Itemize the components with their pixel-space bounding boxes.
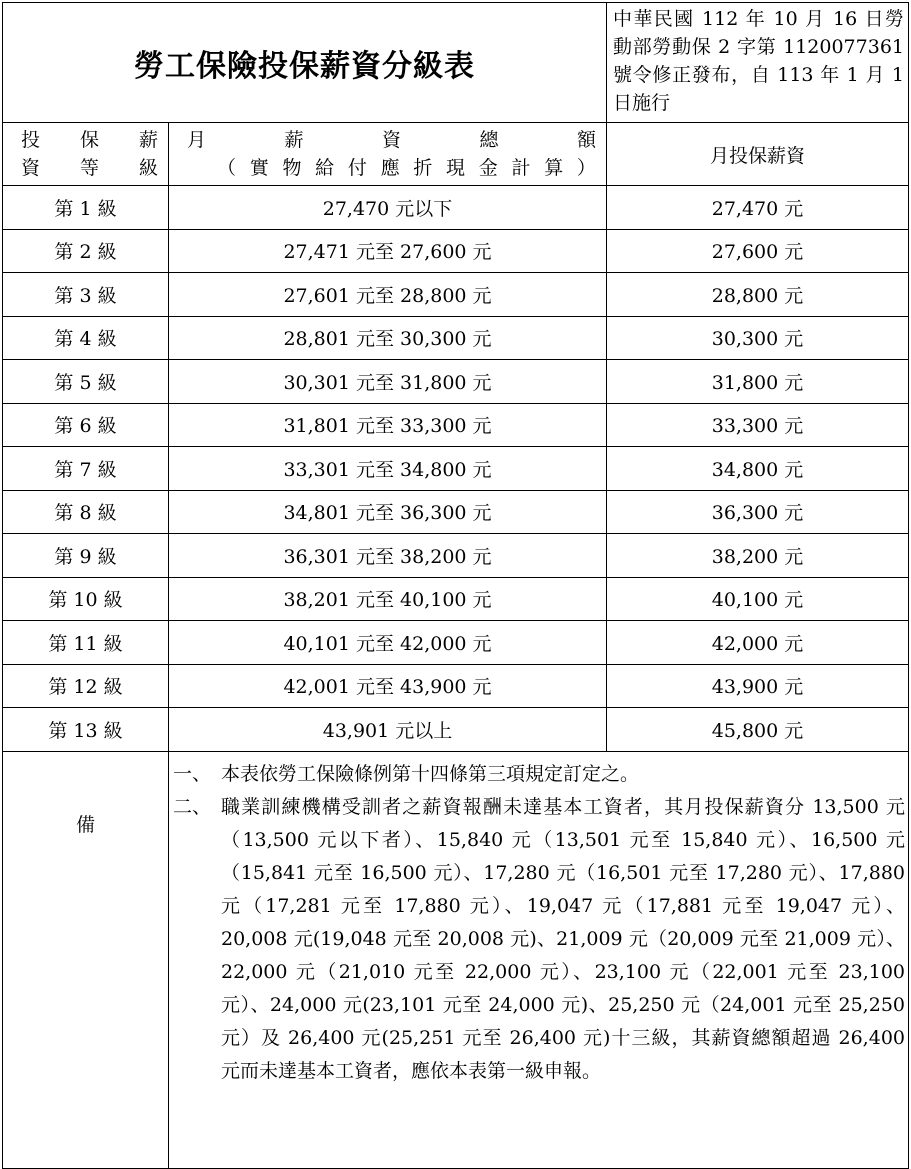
wage-range-cell: 27,470 元以下: [169, 186, 607, 230]
wage-range-cell: 36,301 元至 38,200 元: [169, 534, 607, 578]
insured-wage-cell: 45,800 元: [607, 708, 909, 752]
insured-wage-cell: 38,200 元: [607, 534, 909, 578]
header-char: 應: [380, 157, 400, 179]
header-char: 算: [544, 157, 564, 179]
insured-wage-cell: 30,300 元: [607, 316, 909, 360]
header-char: 等: [79, 157, 99, 179]
table-row: [3, 229, 909, 273]
wage-range-cell: 28,801 元至 30,300 元: [169, 316, 607, 360]
wage-range-cell: 27,471 元至 27,600 元: [169, 229, 607, 273]
grade-cell: 第 12 級: [3, 664, 169, 708]
table-row: [3, 490, 909, 534]
insured-wage-cell: 28,800 元: [607, 273, 909, 317]
insured-wage-cell: 42,000 元: [607, 621, 909, 665]
header-char: 實: [249, 157, 269, 179]
grade-cell: 第 11 級: [3, 621, 169, 665]
header-char: 折: [413, 157, 433, 179]
wage-range-cell: 31,801 元至 33,300 元: [169, 403, 607, 447]
grade-cell: 第 9 級: [3, 534, 169, 578]
table-row: [3, 273, 909, 317]
header-char: 金: [478, 157, 498, 179]
grade-cell: 第 2 級: [3, 229, 169, 273]
header-grade: [3, 123, 169, 186]
table-row: [3, 186, 909, 230]
grade-cell: 第 6 級: [3, 403, 169, 447]
table-row: [3, 447, 909, 491]
note-item-1: [173, 758, 905, 791]
header-char: 資: [21, 157, 41, 179]
header-char: 給: [315, 157, 335, 179]
wage-range-cell: 27,601 元至 28,800 元: [169, 273, 607, 317]
decree-note: 中華民國 112 年 10 月 16 日勞動部勞動保 2 字第 1120077361 號令修正發布，自 113 年 1 月 1 日施行: [607, 3, 909, 123]
note-number: 一、: [173, 762, 212, 785]
header-grade-line1: [21, 126, 158, 154]
grade-cell: 第 3 級: [3, 273, 169, 317]
wage-grade-table: [2, 2, 909, 1169]
notes-content: [169, 751, 909, 1168]
insured-wage-cell: 27,470 元: [607, 186, 909, 230]
grade-cell: 第 4 級: [3, 316, 169, 360]
insured-wage-cell: 43,900 元: [607, 664, 909, 708]
header-char: 投: [21, 129, 41, 151]
header-char: 現: [446, 157, 466, 179]
header-char: 資: [381, 129, 401, 151]
header-char: 額: [576, 129, 596, 151]
wage-range-cell: 34,801 元至 36,300 元: [169, 490, 607, 534]
header-total-line1: [187, 126, 596, 154]
insured-wage-cell: 40,100 元: [607, 577, 909, 621]
note-item-2: [173, 791, 905, 1088]
table-row: [3, 708, 909, 752]
header-char: 計: [511, 157, 531, 179]
table-row: [3, 316, 909, 360]
header-total-line2: [187, 154, 596, 182]
grade-cell: 第 1 級: [3, 186, 169, 230]
note-text: 職業訓練機構受訓者之薪資報酬未達基本工資者，其月投保薪資分 13,500 元（13,500 元以下者）、15,840 元（13,501 元至 15,840 元）、16,500 元（15,841 元至 16,500 元）、17,280 元（16,501 元至 17,280 元）、17,880 元（17,281 元至 17,880 元）、19,047 元（17,881 元至 19,047 元）、20,008 元(19,048 元至 20,008 元)、21,009 元（20,009 元至 21,009 元）、22,000 元（21,010 元至 22,000 元）、23,100 元（22,001 元至 23,100 元）、24,000 元(23,101 元至 24,000 元)、25,250 元（24,001 元至 25,250 元）及 26,400 元(25,251 元至 26,400 元)十三級，其薪資總額超過 26,400 元而未達基本工資者，應依本表第一級申報。: [221, 795, 905, 1082]
table-title: 勞工保險投保薪資分級表: [3, 3, 607, 123]
header-char: 薪: [284, 129, 304, 151]
table-row: [3, 360, 909, 404]
header-char: 物: [282, 157, 302, 179]
wage-range-cell: 33,301 元至 34,800 元: [169, 447, 607, 491]
insured-wage-cell: 36,300 元: [607, 490, 909, 534]
header-char: ）: [576, 157, 596, 179]
grade-cell: 第 8 級: [3, 490, 169, 534]
notes-label: 備: [3, 751, 169, 1168]
wage-range-cell: 40,101 元至 42,000 元: [169, 621, 607, 665]
grade-cell: 第 10 級: [3, 577, 169, 621]
insured-wage-cell: 34,800 元: [607, 447, 909, 491]
title-row: [3, 3, 909, 123]
header-char: 付: [347, 157, 367, 179]
header-char: 級: [138, 157, 158, 179]
insured-wage-cell: 33,300 元: [607, 403, 909, 447]
header-row: [3, 123, 909, 186]
table-row: [3, 664, 909, 708]
table-row: [3, 621, 909, 665]
header-grade-line2: [21, 154, 158, 182]
note-text: 本表依勞工保險條例第十四條第三項規定訂定之。: [221, 762, 640, 785]
header-insured-wage: 月投保薪資: [607, 123, 909, 186]
grade-cell: 第 7 級: [3, 447, 169, 491]
note-number: 二、: [173, 795, 212, 818]
wage-range-cell: 38,201 元至 40,100 元: [169, 577, 607, 621]
table-row: [3, 534, 909, 578]
wage-range-cell: 42,001 元至 43,900 元: [169, 664, 607, 708]
grade-cell: 第 5 級: [3, 360, 169, 404]
insured-wage-cell: 31,800 元: [607, 360, 909, 404]
header-char: 薪: [138, 129, 158, 151]
table-row: [3, 577, 909, 621]
header-char: 總: [479, 129, 499, 151]
wage-range-cell: 43,901 元以上: [169, 708, 607, 752]
insured-wage-cell: 27,600 元: [607, 229, 909, 273]
header-char: 保: [79, 129, 99, 151]
grade-cell: 第 13 級: [3, 708, 169, 752]
wage-range-cell: 30,301 元至 31,800 元: [169, 360, 607, 404]
grade-rows: [3, 186, 909, 752]
table-row: [3, 403, 909, 447]
header-char: （: [217, 157, 237, 179]
header-char: 月: [187, 129, 207, 151]
notes-row: [3, 751, 909, 1168]
header-total-wage: [169, 123, 607, 186]
